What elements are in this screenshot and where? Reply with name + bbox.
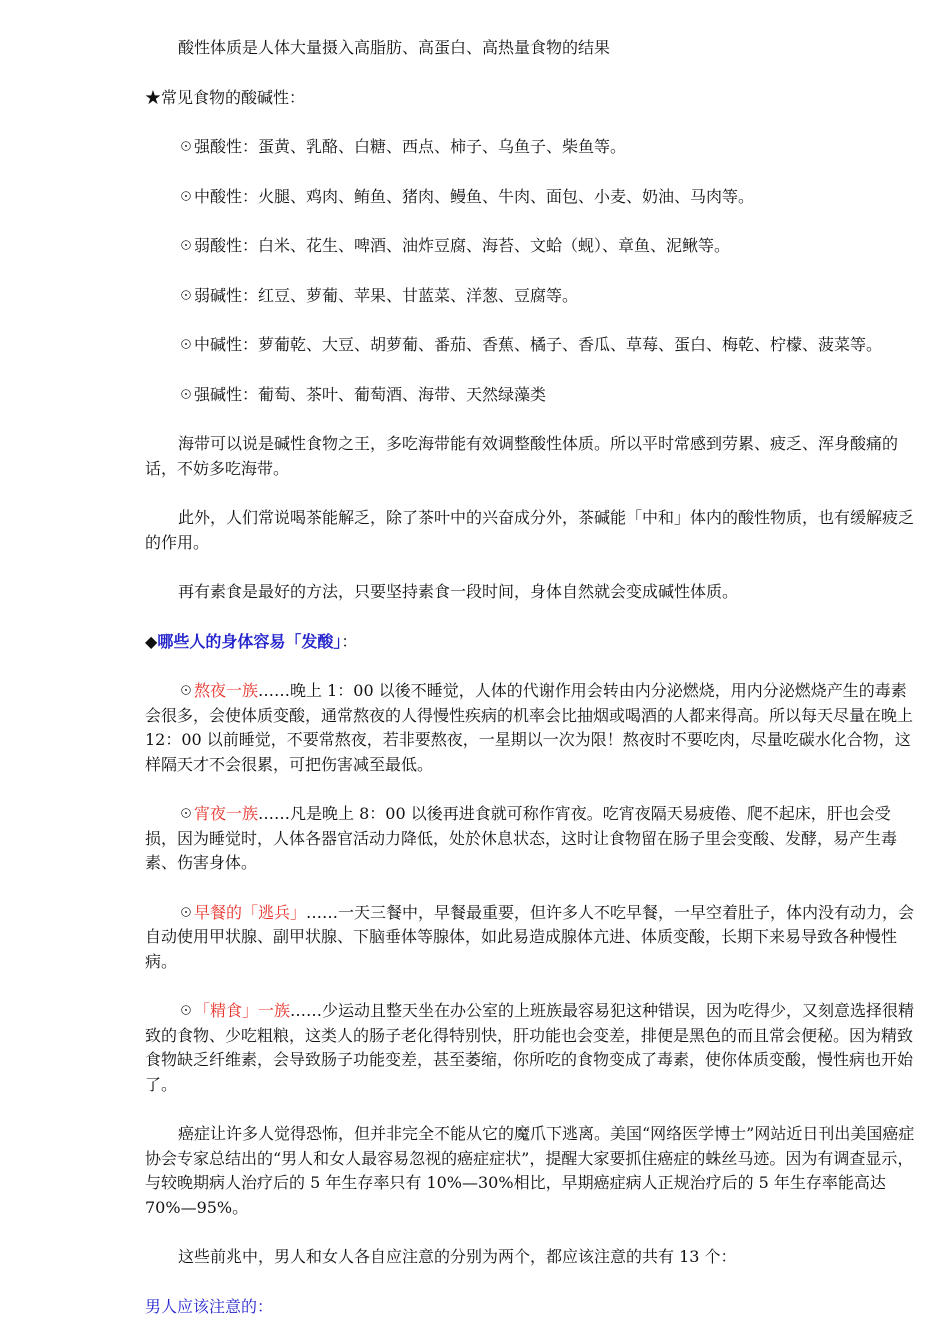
circle-dot-icon: ☉ — [178, 1001, 195, 1020]
group-text: ……一天三餐中，早餐最重要，但许多人不吃早餐，一早空着肚子，体内没有动力，会自动使用甲状腺、副甲状腺、下脑垂体等腺体，如此易造成腺体亢进、体质变酸，长期下来易导致各种慢性病。 — [145, 902, 915, 971]
diamond-icon: ◆ — [145, 631, 158, 651]
group-text: ……少运动且整天坐在办公室的上班族最容易犯这种错误，因为吃得少，又刻意选择很精致的食物、少吃粗粮，这类人的肠子老化得特别快，肝功能也会变差，排便是黑色的而且常会便秘。因为精致食物缺乏纤维素，会导致肠子功能变差，甚至萎缩，你所吃的食物变成了毒素，使你体质变酸，慢性病也开始了。 — [145, 1001, 915, 1094]
group-name: 「精食」一族 — [194, 1001, 291, 1020]
group-night-owls — [145, 679, 920, 777]
food-item-strong-acid: ☉强酸性：蛋黄、乳酪、白糖、西点、柿子、乌鱼子、柴鱼等。 — [178, 137, 627, 156]
tea-paragraph: 此外，人们常说喝茶能解乏，除了茶叶中的兴奋成分外，茶碱能「中和」体内的酸性物质，也有缓解疲乏的作用。 — [145, 508, 915, 552]
who-heading — [145, 630, 920, 655]
food-item-medium-acid: ☉中酸性：火腿、鸡肉、鲔鱼、猪肉、鳗鱼、牛肉、面包、小麦、奶油、马肉等。 — [178, 186, 755, 206]
intro-paragraph: 酸性体质是人体大量摄入高脂肪、高蛋白、高热量食物的结果 — [178, 38, 611, 57]
circle-dot-icon: ☉ — [178, 804, 195, 823]
circle-dot-icon: ☉ — [178, 902, 195, 922]
common-foods-heading: ★常见食物的酸碱性： — [145, 87, 306, 107]
food-item-strong-alkaline: ☉强碱性：葡萄、茶叶、葡萄酒、海带、天然绿藻类 — [178, 384, 547, 404]
food-item-weak-acid: ☉弱酸性：白米、花生、啤酒、油炸豆腐、海苔、文蛤（蚬）、章鱼、泥鳅等。 — [178, 236, 731, 255]
food-item-medium-alkaline: ☉中碱性：萝葡乾、大豆、胡萝葡、番茄、香蕉、橘子、香瓜、草莓、蛋白、梅乾、柠檬、菠菜等。 — [178, 335, 883, 354]
circle-dot-icon: ☉ — [178, 681, 195, 700]
document-page — [145, 36, 920, 1319]
group-name: 早餐的「逃兵」 — [194, 902, 307, 922]
men-heading: 男人应该注意的： — [145, 1296, 274, 1316]
group-text: ……晚上 1：00 以後不睡觉，人体的代谢作用会转由内分泌燃烧，用内分泌燃烧产生的毒素会很多，会使体质变酸，通常熬夜的人得慢性疾病的机率会比抽烟或喝酒的人都来得高。所以每天尽量在晚上 12：00 以前睡觉，不要常熬夜，若非要熬夜，一星期以一次为限！熬夜时不要吃肉，尽量吃碳水化合物，这样隔天才不会很累，可把伤害减至最低。 — [145, 681, 914, 774]
group-name: 宵夜一族 — [194, 804, 259, 823]
vegetarian-paragraph: 再有素食是最好的方法，只要坚持素食一段时间，身体自然就会变成碱性体质。 — [178, 582, 739, 601]
group-name: 熬夜一族 — [194, 681, 259, 700]
food-item-weak-alkaline: ☉弱碱性：红豆、萝葡、苹果、甘蓝菜、洋葱、豆腐等。 — [178, 285, 579, 305]
who-heading-colon: ： — [341, 631, 358, 651]
group-refined-eaters — [145, 999, 920, 1097]
cancer-paragraph: 癌症让许多人觉得恐怖，但并非完全不能从它的魔爪下逃离。美国“网络医学博士”网站近日刊出美国癌症协会专家总结出的“男人和女人最容易忽视的癌症症状”，提醒大家要抓住癌症的蛛丝马迹。因为有调查显示，与较晚期病人治疗后的 5 年生存率只有 10%—30%相比，早期癌症病人正规治疗后的 5 年生存率能高达 70%—95%。 — [145, 1124, 915, 1217]
group-late-snackers — [145, 802, 920, 876]
kelp-paragraph: 海带可以说是碱性食物之王，多吃海带能有效调整酸性体质。所以平时常感到劳累、疲乏、浑身酸痛的话，不妨多吃海带。 — [145, 434, 899, 478]
group-breakfast-skippers — [145, 901, 920, 975]
who-heading-text: 哪些人的身体容易「发酸」 — [157, 631, 342, 651]
signs-paragraph: 这些前兆中，男人和女人各自应注意的分别为两个，都应该注意的共有 13 个： — [178, 1247, 737, 1266]
group-text: ……凡是晚上 8：00 以後再进食就可称作宵夜。吃宵夜隔天易疲倦、爬不起床，肝也会受损，因为睡觉时，人体各器官活动力降低，处於休息状态，这时让食物留在肠子里会变酸、发酵，易产生毒素、伤害身体。 — [145, 804, 898, 872]
